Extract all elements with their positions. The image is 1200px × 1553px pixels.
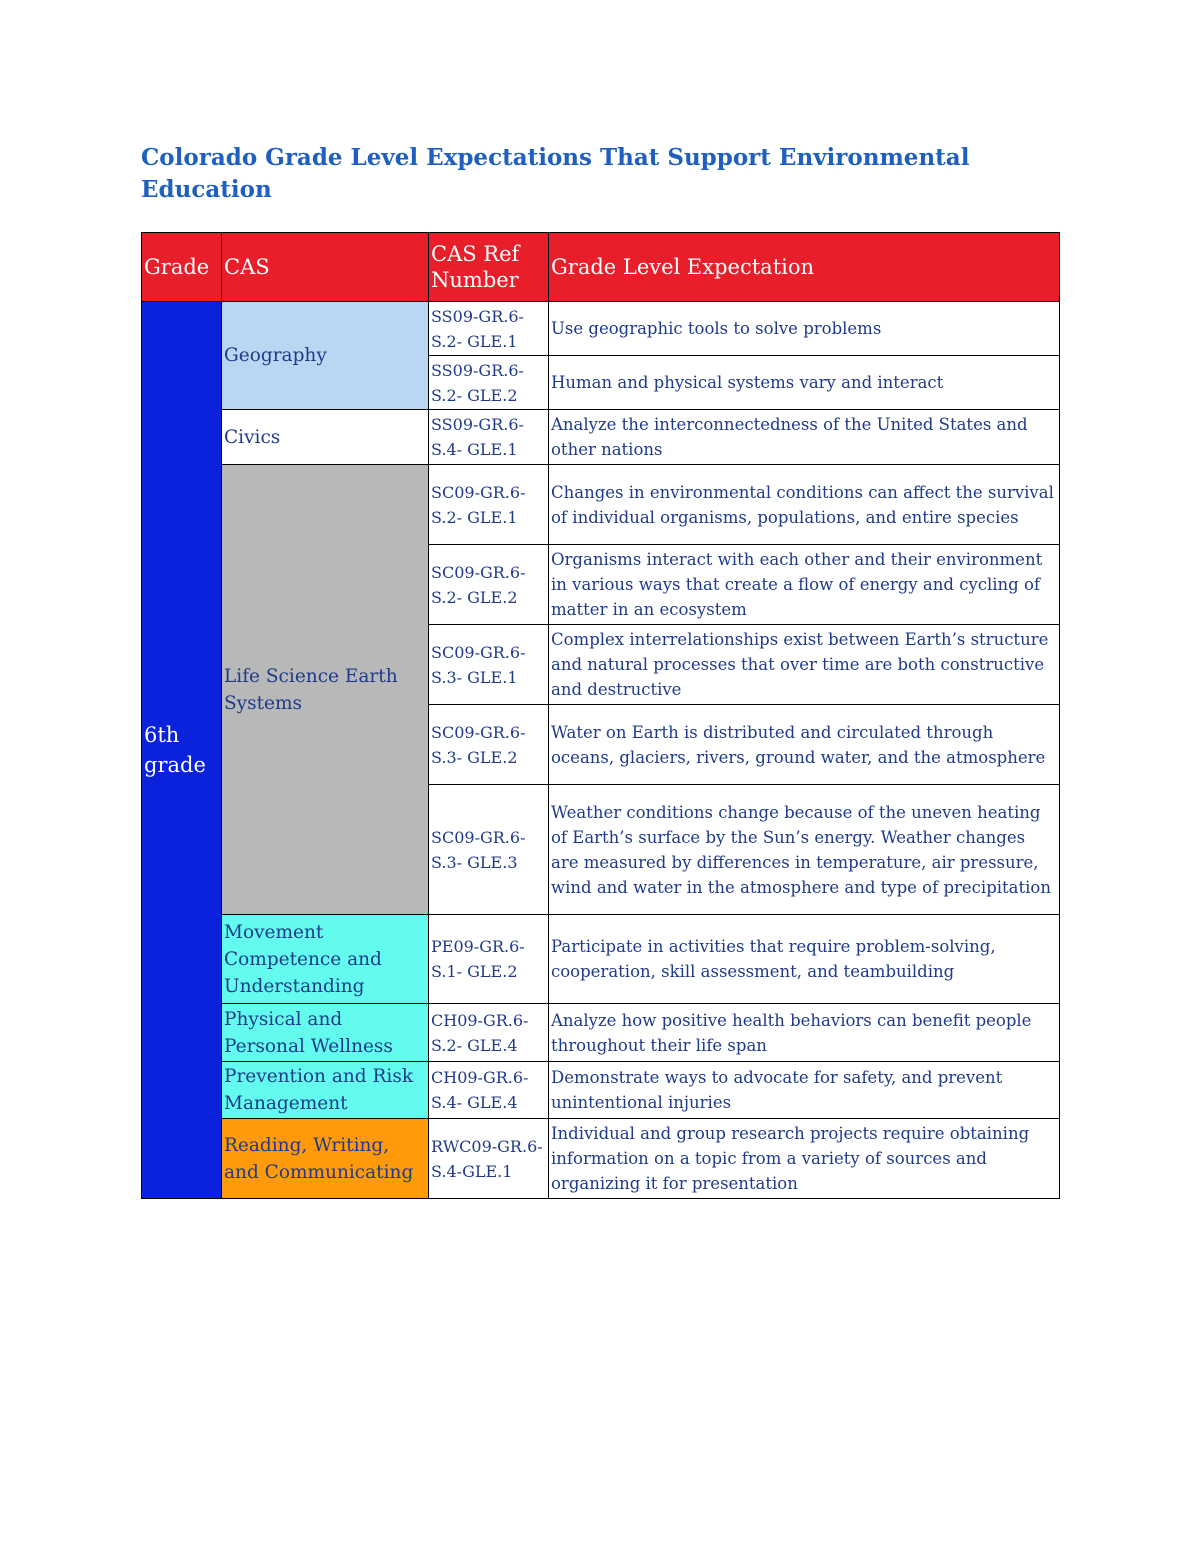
gle-cell: Analyze how positive health behaviors can benefit people throughout their life span xyxy=(549,1004,1060,1062)
gle-cell: Changes in environmental conditions can affect the survival of individual organisms, populations, and entire species xyxy=(549,465,1060,545)
ref-cell: PE09-GR.6-S.1- GLE.2 xyxy=(429,915,549,1004)
table-row xyxy=(142,410,1060,465)
header-grade: Grade xyxy=(142,233,222,302)
cas-movement: Movement Competence and Understanding xyxy=(222,915,429,1004)
page-title: Colorado Grade Level Expectations That Support Environmental Education xyxy=(141,144,970,203)
gle-cell: Individual and group research projects require obtaining information on a topic from a variety of sources and organizing it for presentation xyxy=(549,1119,1060,1199)
cas-physical-wellness: Physical and Personal Wellness xyxy=(222,1004,429,1062)
table-row xyxy=(142,465,1060,545)
header-cas: CAS xyxy=(222,233,429,302)
ref-cell: RWC09-GR.6- S.4-GLE.1 xyxy=(429,1119,549,1199)
ref-cell: SS09-GR.6-S.4- GLE.1 xyxy=(429,410,549,465)
gle-cell: Weather conditions change because of the uneven heating of Earth’s surface by the Sun’s energy. Weather changes are measured by differences in temperature, air pressure, wind and water in the atmosphere and type of precipitation xyxy=(549,785,1060,915)
gle-cell: Complex interrelationships exist between Earth’s structure and natural processes that over time are both constructive and destructive xyxy=(549,625,1060,705)
gle-cell: Analyze the interconnectedness of the United States and other nations xyxy=(549,410,1060,465)
cas-civics: Civics xyxy=(222,410,429,465)
ref-cell: SS09-GR.6-S.2- GLE.2 xyxy=(429,356,549,410)
table-row xyxy=(142,1119,1060,1199)
table-row xyxy=(142,915,1060,1004)
table-row xyxy=(142,1062,1060,1119)
ref-cell: SC09-GR.6-S.3- GLE.1 xyxy=(429,625,549,705)
header-row xyxy=(142,233,1060,302)
header-gle: Grade Level Expectation xyxy=(549,233,1060,302)
gle-cell: Demonstrate ways to advocate for safety, and prevent unintentional injuries xyxy=(549,1062,1060,1119)
grade-cell: 6th grade xyxy=(142,302,222,1199)
cas-reading-writing: Reading, Writing, and Communicating xyxy=(222,1119,429,1199)
gle-cell: Use geographic tools to solve problems xyxy=(549,302,1060,356)
gle-cell: Organisms interact with each other and their environment in various ways that create a flow of energy and cycling of matter in an ecosystem xyxy=(549,545,1060,625)
gle-cell: Participate in activities that require problem-solving, cooperation, skill assessment, and teambuilding xyxy=(549,915,1060,1004)
ref-cell: SS09-GR.6-S.2- GLE.1 xyxy=(429,302,549,356)
ref-cell: SC09-GR.6-S.2- GLE.2 xyxy=(429,545,549,625)
ref-cell: CH09-GR.6-S.2- GLE.4 xyxy=(429,1004,549,1062)
cas-life-science: Life Science Earth Systems xyxy=(222,465,429,915)
ref-cell: CH09-GR.6-S.4- GLE.4 xyxy=(429,1062,549,1119)
gle-cell: Water on Earth is distributed and circulated through oceans, glaciers, rivers, ground water, and the atmosphere xyxy=(549,705,1060,785)
gle-cell: Human and physical systems vary and interact xyxy=(549,356,1060,410)
header-ref: CAS Ref Number xyxy=(429,233,549,302)
gle-table xyxy=(141,232,1060,1199)
ref-cell: SC09-GR.6-S.2- GLE.1 xyxy=(429,465,549,545)
table-row xyxy=(142,302,1060,356)
table-row xyxy=(142,1004,1060,1062)
cas-prevention: Prevention and Risk Management xyxy=(222,1062,429,1119)
ref-cell: SC09-GR.6-S.3- GLE.2 xyxy=(429,705,549,785)
cas-geography: Geography xyxy=(222,302,429,410)
ref-cell: SC09-GR.6-S.3- GLE.3 xyxy=(429,785,549,915)
